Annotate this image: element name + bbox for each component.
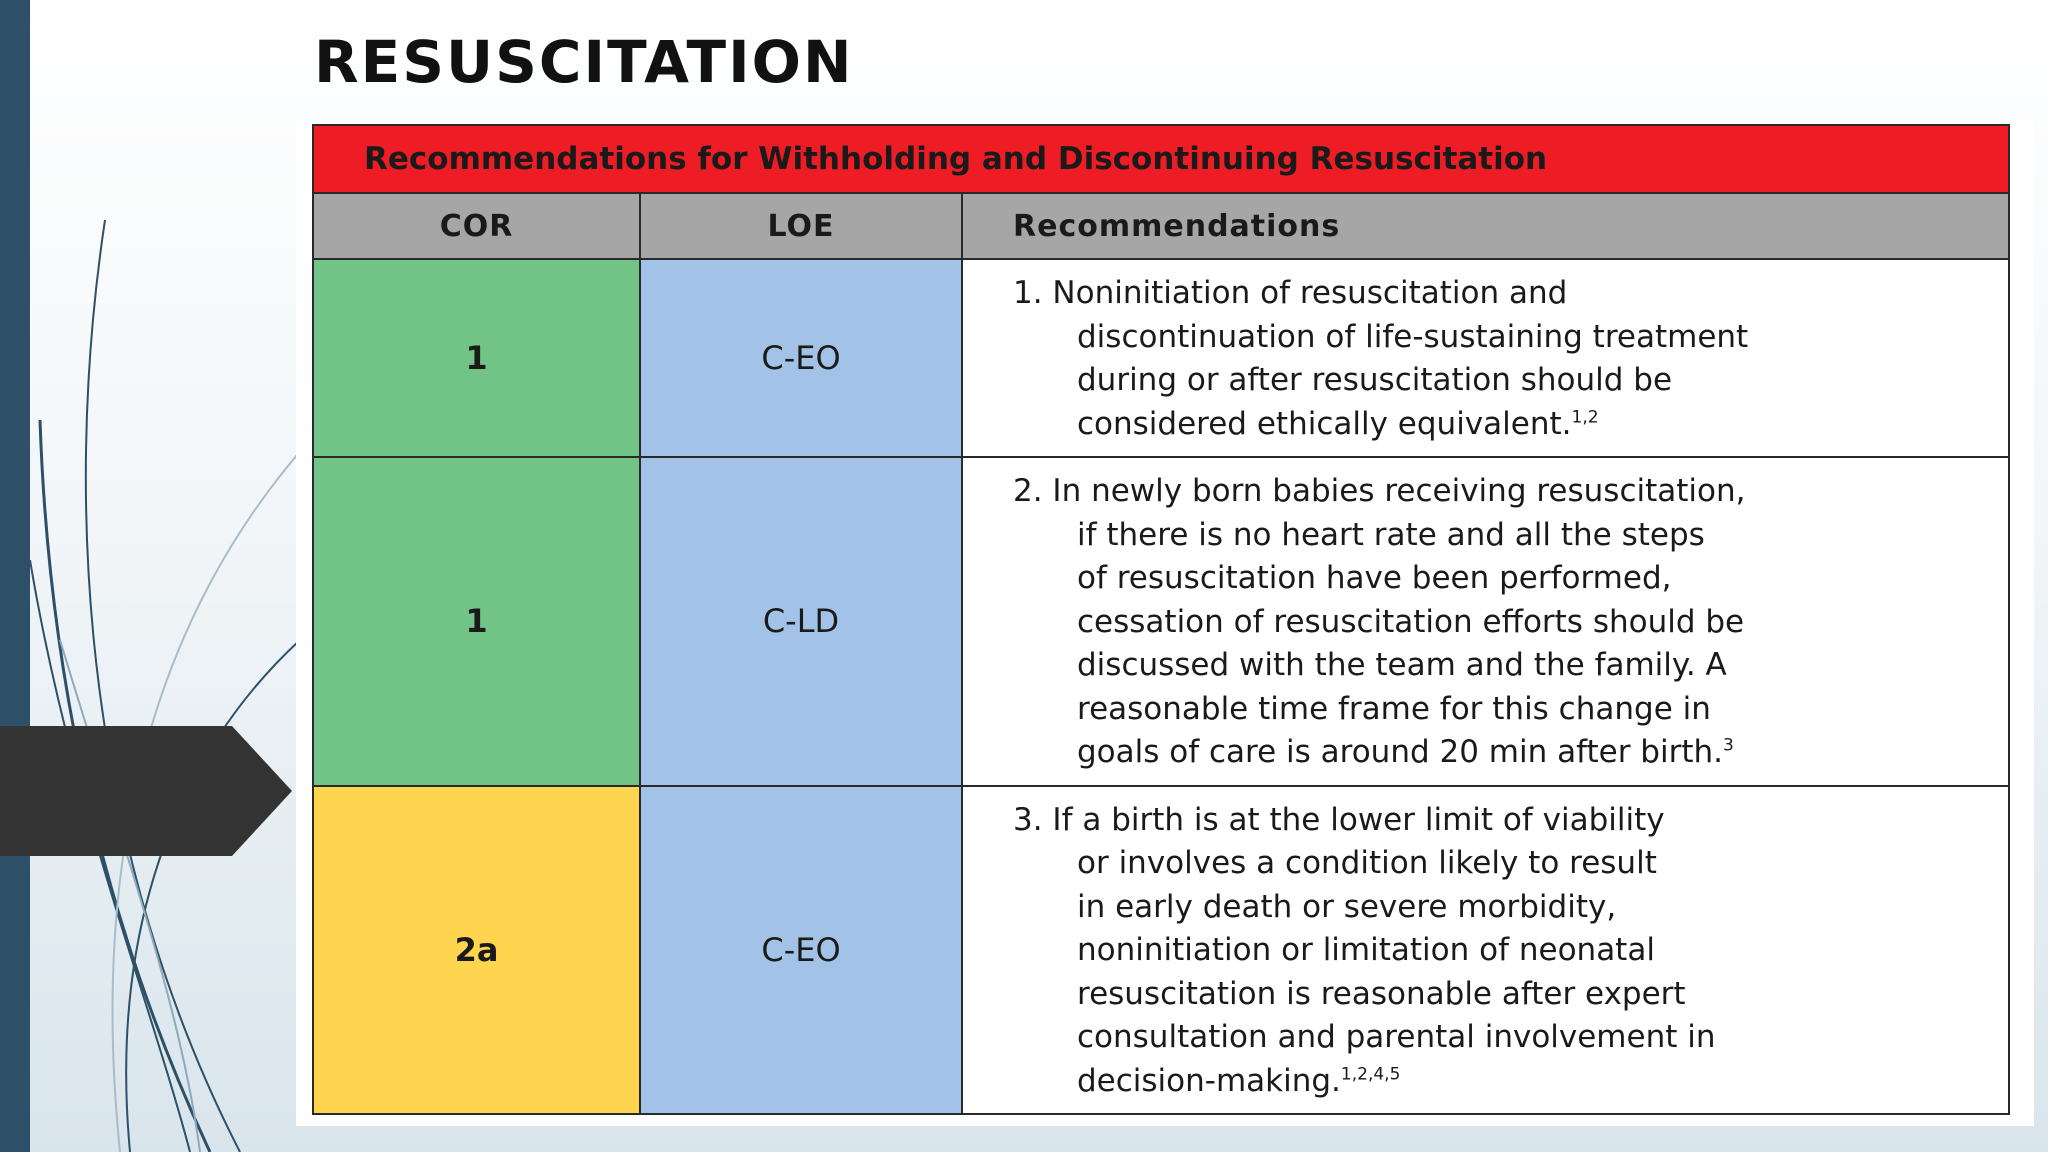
table-banner: Recommendations for Withholding and Discontinuing Resuscitation (313, 125, 2009, 193)
recommendation-line: cessation of resuscitation efforts should be (1077, 603, 1745, 640)
recommendation-line: noninitiation or limitation of neonatal (1077, 932, 1655, 968)
recommendation-line: 1. Noninitiation of resuscitation and (1013, 275, 1568, 311)
recommendation-cell (962, 786, 2009, 1115)
cor-cell: 2a (313, 786, 640, 1115)
recommendation-line: resuscitation is reasonable after expert (1077, 975, 1686, 1012)
recommendation-line: decision-making. (1077, 1062, 1341, 1099)
column-header-cor: COR (313, 193, 640, 259)
cor-cell: 1 (313, 259, 640, 457)
recommendation-line: in early death or severe morbidity, (1077, 888, 1617, 925)
recommendation-line: 3. If a birth is at the lower limit of viability (1013, 801, 1665, 838)
recommendation-line: consultation and parental involvement in (1077, 1019, 1716, 1055)
recommendation-line: during or after resuscitation should be (1077, 362, 1673, 398)
recommendation-line: or involves a condition likely to result (1077, 845, 1657, 881)
pointer-shape (0, 726, 292, 856)
cor-cell: 1 (313, 457, 640, 786)
recommendation-line: goals of care is around 20 min after birth. (1077, 734, 1723, 770)
recommendation-line: discussed with the team and the family. A (1077, 647, 1727, 683)
table-row (313, 259, 2009, 457)
recommendation-line: 2. In newly born babies receiving resuscitation, (1013, 473, 1746, 509)
slide-title: RESUSCITATION (314, 28, 854, 96)
decorative-swoosh-lines (0, 0, 320, 1152)
reference-superscript: 1,2,4,5 (1340, 1064, 1401, 1085)
recommendation-line: reasonable time frame for this change in (1077, 690, 1711, 727)
recommendation-line: if there is no heart rate and all the steps (1077, 516, 1705, 553)
column-header-recommendations: Recommendations (962, 193, 2009, 259)
recommendation-line: considered ethically equivalent. (1077, 405, 1572, 442)
loe-cell: C-LD (640, 457, 962, 786)
reference-superscript: 3 (1723, 735, 1734, 756)
column-header-loe: LOE (640, 193, 962, 259)
recommendation-cell (962, 457, 2009, 786)
recommendations-table (312, 124, 2010, 1115)
loe-cell: C-EO (640, 786, 962, 1115)
table-row (313, 786, 2009, 1115)
recommendation-line: discontinuation of life-sustaining treatment (1077, 318, 1749, 355)
recommendation-cell (962, 259, 2009, 457)
loe-cell: C-EO (640, 259, 962, 457)
table-row (313, 457, 2009, 786)
reference-superscript: 1,2 (1571, 407, 1599, 428)
recommendation-line: of resuscitation have been performed, (1077, 560, 1672, 596)
